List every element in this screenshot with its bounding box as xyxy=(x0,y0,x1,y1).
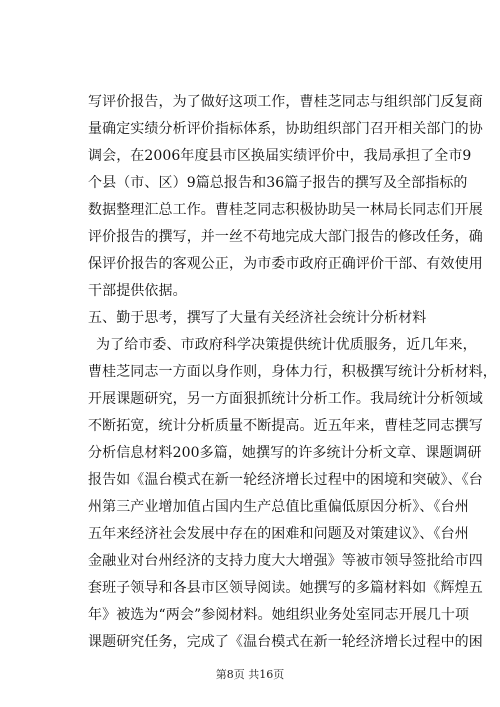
body-line: 套班子领导和各县市区领导阅读。她撰写的多篇材料如《辉煌五 xyxy=(88,580,483,596)
body-line: 保评价报告的客观公正，为市委市政府正确评价干部、有效使用 xyxy=(88,256,483,272)
section-heading: 五、勤于思考，撰写了大量有关经济社会统计分析材料 xyxy=(88,310,427,326)
body-line: 评价报告的撰写，并一丝不苟地完成大部门报告的修改任务，确 xyxy=(88,229,483,245)
body-line: 干部提供依据。 xyxy=(88,283,187,299)
body-line: 为了给市委、市政府科学决策提供统计优质服务，近几年来， xyxy=(96,337,477,353)
body-line: 曹桂芝同志一方面以身作则，身体力行，积极撰写统计分析材料， xyxy=(88,364,497,380)
document-body xyxy=(88,89,497,656)
body-line: 不断拓宽，统计分析质量不断提高。近五年来，曹桂芝同志撰写 xyxy=(88,418,483,434)
body-line: 个县（市、区）9篇总报告和36篇子报告的撰写及全部指标的 xyxy=(88,175,468,191)
body-line: 金融业对台州经济的支持力度大大增强》等被市领导签批给市四 xyxy=(88,553,483,569)
body-line: 年》被选为“两会”参阅材料。她组织业务处室同志开展几十项 xyxy=(88,607,470,623)
body-line: 分析信息材料200多篇，她撰写的许多统计分析文章、课题调研 xyxy=(88,445,482,461)
body-line: 写评价报告，为了做好这项工作，曹桂芝同志与组织部门反复商 xyxy=(88,94,483,110)
body-line: 五年来经济社会发展中存在的困难和问题及对策建议》、《台州 xyxy=(88,526,469,542)
body-line: 开展课题研究，另一方面狠抓统计分析工作。我局统计分析领域 xyxy=(88,391,483,407)
body-line: 报告如《温台模式在新一轮经济增长过程中的困境和突破》、《台 xyxy=(88,472,483,488)
body-line: 量确定实绩分析评价指标体系，协助组织部门召开相关部门的协 xyxy=(88,121,483,137)
body-line: 数据整理汇总工作。曹桂芝同志积极协助吴一林局长同志们开展 xyxy=(88,202,483,218)
body-line: 调会，在2006年度县市区换届实绩评价中，我局承担了全市9 xyxy=(88,148,472,164)
body-line: 州第三产业增加值占国内生产总值比重偏低原因分析》、《台州 xyxy=(88,499,469,515)
body-line: 课题研究任务，完成了《温台模式在新一轮经济增长过程中的困 xyxy=(88,634,483,650)
page-number-footer: 第8页 共16页 xyxy=(215,668,285,681)
